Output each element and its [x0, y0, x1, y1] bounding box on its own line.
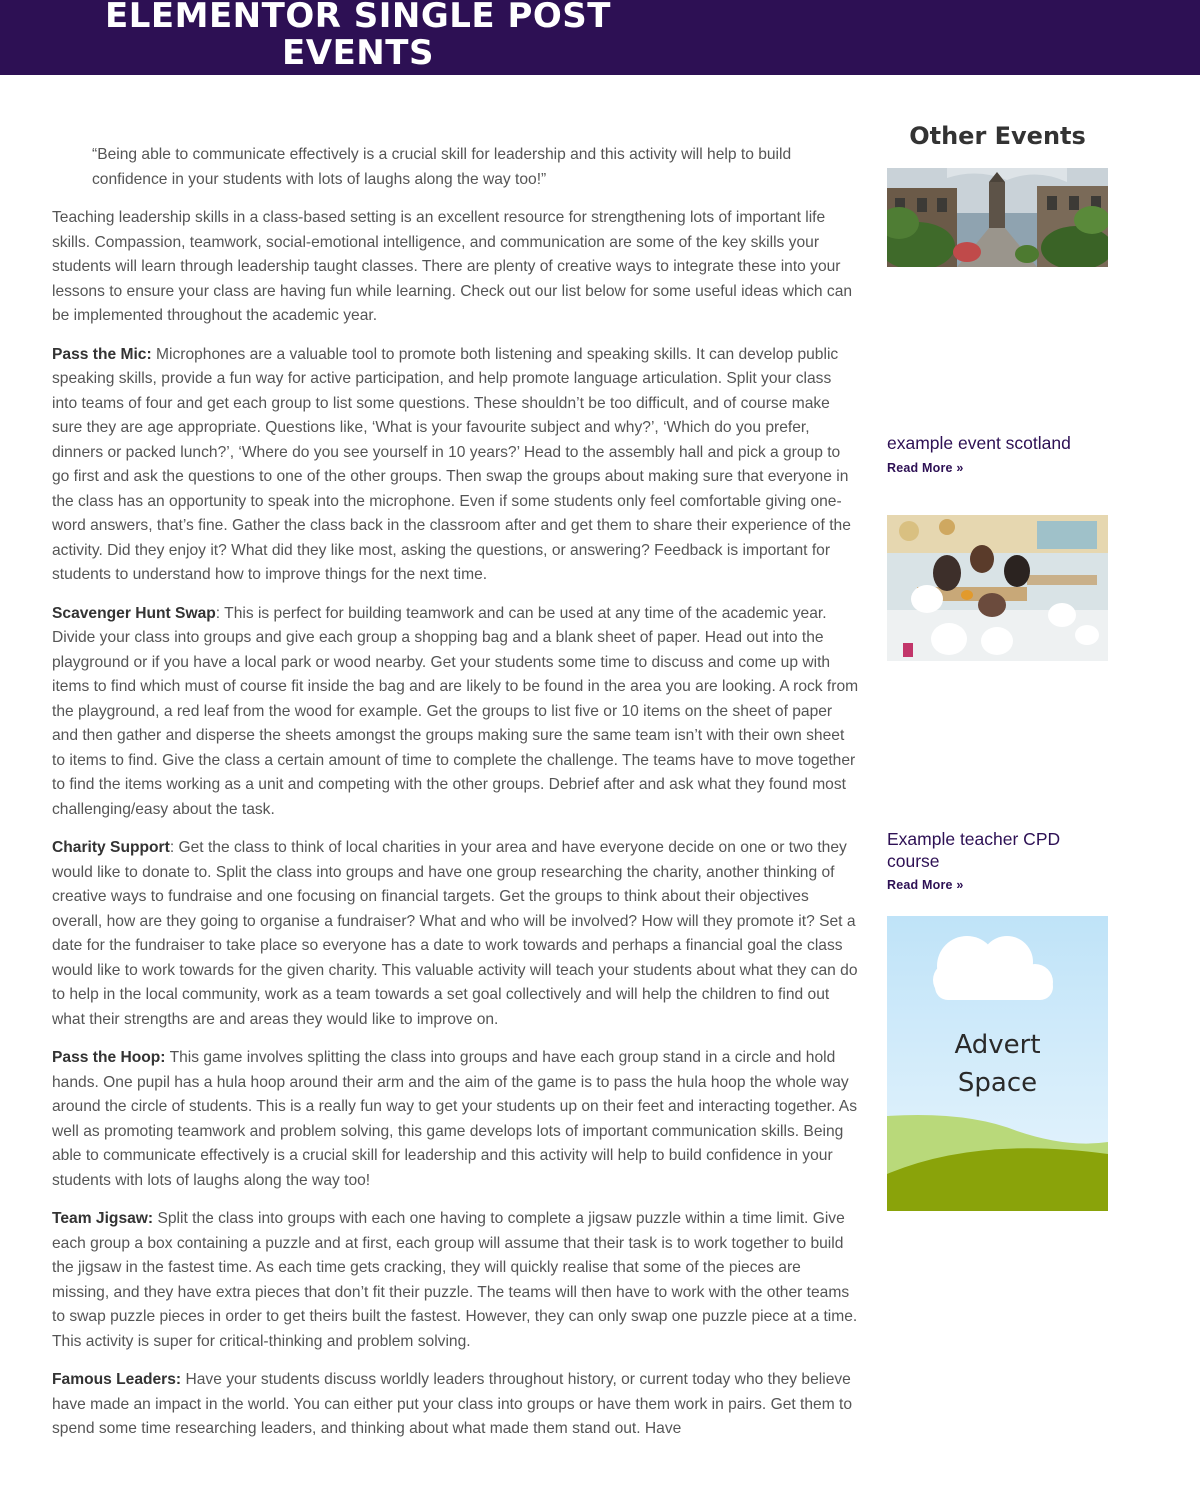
section-scavenger-hunt-swap [52, 602, 860, 823]
section-body: This game involves splitting the class into groups and have each group stand in a circle and hold hands. One pupil has a hula hoop around their arm and the aim of the game is to pass the hula hoop the whole way around the circle of students. This is a really fun way to get your students up on their feet and interacting together. As well as promoting teamwork and problem solving, this game develops lots of important communication skills. Being able to communicate effectively is a crucial skill for leadership and this activity will help to build confidence in your students with lots of laughs along the way too! [52, 1049, 857, 1189]
section-heading: Team Jigsaw: [52, 1210, 154, 1227]
advert-banner[interactable] [887, 916, 1108, 1211]
section-charity-support [52, 836, 860, 1032]
section-pass-the-mic [52, 343, 860, 588]
read-more-link[interactable]: Read More » [887, 878, 964, 892]
page-title [96, 0, 620, 72]
event-title-link[interactable]: example event scotland [887, 433, 1071, 453]
event-title-link[interactable]: Example teacher CPD course [887, 829, 1061, 871]
section-body: Have your students discuss worldly leaders throughout history, or current today who they believe have made an impact in the world. You can either put your class into groups or have them work in pairs. Get them to spend some time researching leaders, and thinking about what made them stand out. Have [52, 1371, 853, 1437]
pull-quote: “Being able to communicate effectively is a crucial skill for leadership and this activity will help to build confidence in your students with lots of laughs along the way too!” [92, 146, 792, 188]
section-heading: Charity Support [52, 839, 170, 856]
advert-text [887, 1026, 1108, 1102]
section-pass-the-hoop [52, 1046, 860, 1193]
section-heading: Pass the Hoop: [52, 1049, 166, 1066]
site-header [0, 0, 1200, 75]
page-title-line-1: ELEMENTOR SINGLE POST [105, 0, 611, 36]
advert-line-2: Space [957, 1068, 1038, 1098]
event-thumbnail-classroom[interactable] [887, 515, 1108, 661]
section-body: Microphones are a valuable tool to promote both listening and speaking skills. It can develop public speaking skills, provide a fun way for active participation, and help promote language articulation. Split your class into teams of four and get each group to list some questions. These shouldn’t be too difficult, and of course make sure they are age appropriate. Questions like, ‘What is your favourite subject and why?’, ‘Which do you prefer, dinners or packed lunch?’, ‘Where do you see yourself in 10 years?’ Head to the assembly hall and pick a group to go first and ask the questions to one of the other groups. Then swap the groups about making sure that everyone in the class has an opportunity to speak into the microphone. Even if some students only feel comfortable giving one-word answers, that’s fine. Gather the class back in the classroom after and get them to share their experience of the activity. Did they enjoy it? What did they like most, asking the questions, or answering? Feedback is important for students to understand how to improve things for the next time. [52, 345, 851, 583]
section-team-jigsaw [52, 1207, 860, 1354]
section-body: Split the class into groups with each one having to complete a jigsaw puzzle within a time limit. Give each group a box containing a puzzle and at first, each group will assume that their task is to work together to build the jigsaw in the fastest time. As each time gets cracking, they will quickly realise that some of the pieces are missing, and they have extra pieces that don’t fit their puzzle. The teams will then have to work with the other teams to swap puzzle pieces in order to get theirs built the fastest. However, they can only swap one puzzle piece at a time. This activity is super for critical-thinking and problem solving. [52, 1210, 858, 1350]
section-heading: Scavenger Hunt Swap [52, 604, 216, 622]
sidebar [887, 118, 1108, 1098]
section-famous-leaders [52, 1368, 860, 1442]
read-more-link[interactable]: Read More » [887, 461, 964, 475]
intro-paragraph: Teaching leadership skills in a class-based setting is an excellent resource for strengthening lots of important life skills. Compassion, teamwork, social-emotional intelligence, and communication are some of the key skills your students will learn through leadership taught classes. There are plenty of creative ways to integrate these into your lessons to ensure your class are having fun while learning. Check out our list below for some useful ideas which can be implemented throughout the academic year. [52, 209, 853, 324]
post-content [52, 143, 860, 1456]
section-heading: Pass the Mic: [52, 345, 152, 363]
event-thumbnail-street[interactable] [887, 168, 1108, 267]
page-title-line-2: EVENTS [282, 33, 434, 73]
sidebar-title: Other Events [909, 122, 1086, 150]
section-body: : This is perfect for building teamwork and can be used at any time of the academic year. Divide your class into groups and give each group a shopping bag and a blank sheet of paper. Head out into the playground or if you have a local park or wood nearby. Get your students some time to discuss and come up with items to find which must of course fit inside the bag and are likely to be found in the area you are looking. A rock from the playground, a red leaf from the wood for example. Get the groups to list five or 10 items on the sheet of paper and then gather and disperse the sheets amongst the groups making sure the same team isn’t with their own sheet to items to find. Give the class a certain amount of time to complete the challenge. The teams have to move together to find the items working as a unit and competing with the other groups. Debrief after and ask what they found most challenging/easy about the task. [52, 604, 859, 818]
section-body: : Get the class to think of local charities in your area and have everyone decide on one or two they would like to donate to. Split the class into groups and have one group researching the charity, another thinking of creative ways to fundraise and one focusing on financial targets. Get the groups to think about their objectives overall, how are they going to organise a fundraiser? What and who will be involved? How will they promote it? Set a date for the fundraiser to take place so everyone has a date to work towards and perhaps a financial goal the class would like to work towards for the given charity. This valuable activity will teach your students about what they can do to help in the local community, work as a team towards a set goal collectively and will help the children to find out what their strengths are and areas they would like to improve on. [52, 839, 858, 1028]
advert-line-1: Advert [954, 1030, 1041, 1060]
section-heading: Famous Leaders: [52, 1371, 182, 1388]
